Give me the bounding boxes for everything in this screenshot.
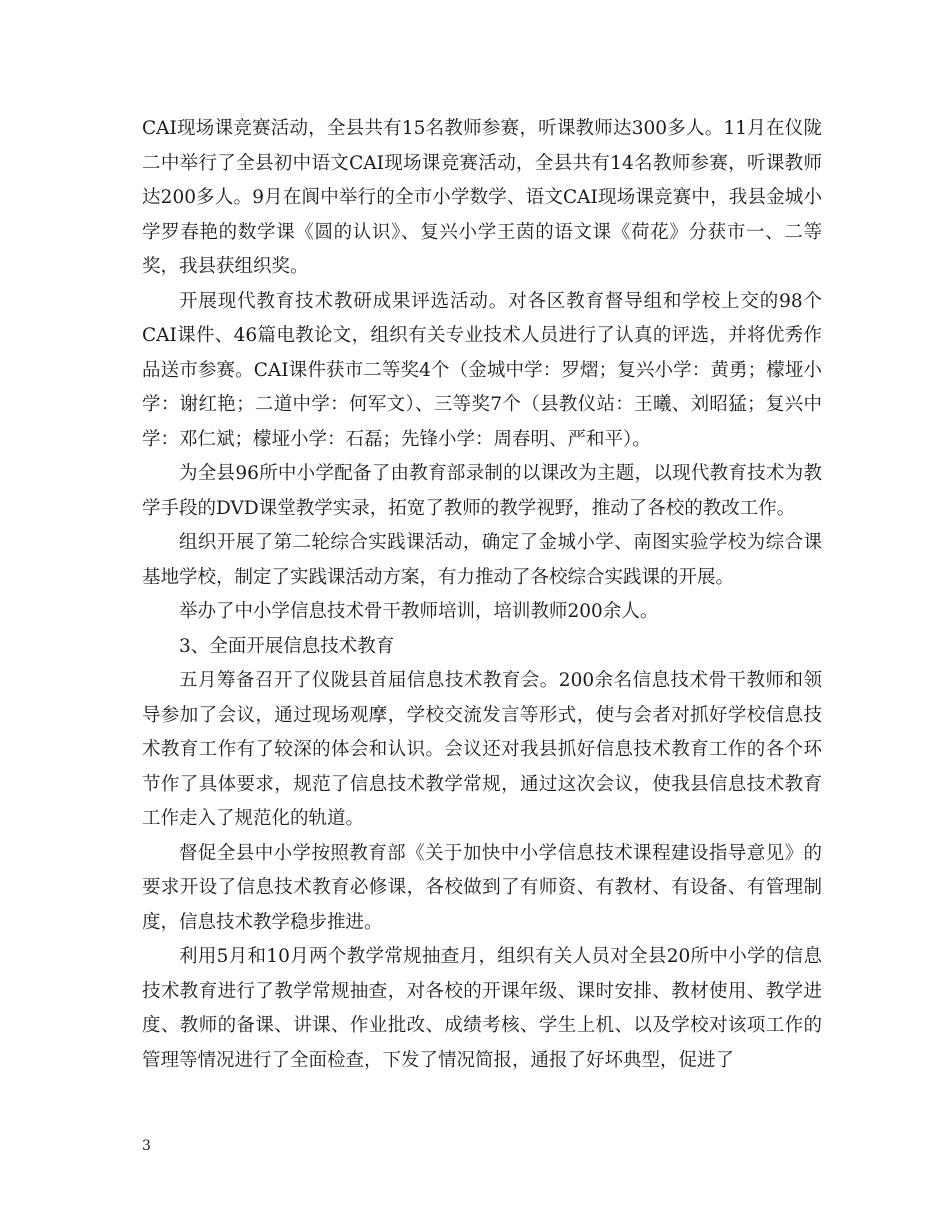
page-number: 3 [142,1138,151,1154]
paragraph-3: 为全县96所中小学配备了由教育部录制的以课改为主题，以现代教育技术为教学手段的DVD课堂教学实录，拓宽了教师的教学视野，推动了各校的教改工作。 [142,463,822,519]
section-heading: 3、全面开展信息技术教育 [179,635,395,657]
document-body [142,112,822,1078]
paragraph-5: 举办了中小学信息技术骨干教师培训，培训教师200余人。 [179,601,659,622]
paragraph-2: 开展现代教育技术教研成果评选活动。对各区教育督导组和学校上交的98个CAI课件、46篇电教论文，组织有关专业技术人员进行了认真的评选，并将优秀作品送市参赛。CAI课件获市二等奖4个（金城中学：罗熠；复兴小学：黄勇；檬垭小学：谢红艳；二道中学：何军文）、三等奖7个（县教仪站：王曦、刘昭猛；复兴中学：邓仁斌；檬垭小学：石磊；先锋小学：周春明、严和平）。 [142,290,822,450]
paragraph-8: 利用5月和10月两个教学常规抽查月，组织有关人员对全县20所中小学的信息技术教育进行了教学常规抽查，对各校的开课年级、课时安排、教材使用、教学进度、教师的备课、讲课、作业批改、成绩考核、学生上机、以及学校对该项工作的管理等情况进行了全面检查，下发了情况简报，通报了好坏典型，促进了 [142,946,822,1071]
paragraph-7: 督促全县中小学按照教育部《关于加快中小学信息技术课程建设指导意见》的要求开设了信息技术教育必修课，各校做到了有师资、有教材、有设备、有管理制度，信息技术教学稳步推进。 [142,842,822,933]
paragraph-1: CAI现场课竞赛活动，全县共有15名教师参赛，听课教师达300多人。11月在仪陇二中举行了全县初中语文CAI现场课竞赛活动，全县共有14名教师参赛，听课教师达200多人。9月在阆中举行的全市小学数学、语文CAI现场课竞赛中，我县金城小学罗春艳的数学课《圆的认识》、复兴小学王茵的语文课《荷花》分获市一、二等奖，我县获组织奖。 [142,118,822,277]
paragraph-4: 组织开展了第二轮综合实践课活动，确定了金城小学、南图实验学校为综合课基地学校，制定了实践课活动方案，有力推动了各校综合实践课的开展。 [142,532,822,588]
paragraph-6: 五月筹备召开了仪陇县首届信息技术教育会。200余名信息技术骨干教师和领导参加了会议，通过现场观摩，学校交流发言等形式，使与会者对抓好学校信息技术教育工作有了较深的体会和认识。会议还对我县抓好信息技术教育工作的各个环节作了具体要求，规范了信息技术教学常规，通过这次会议，使我县信息技术教育工作走入了规范化的轨道。 [142,670,822,829]
